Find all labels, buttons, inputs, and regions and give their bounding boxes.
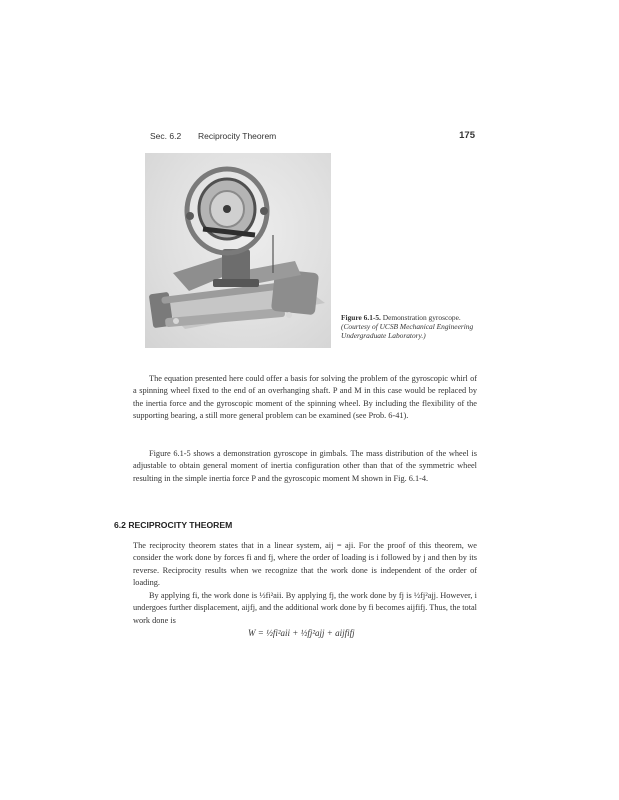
paragraph-text: The equation presented here could offer a basis for solving the problem of the gyroscopic whirl of a spinning wheel fixed to the end of an overhanging shaft. P and M in this case would be replaced by the inertia force and the gyroscopic moment of the spinning wheel. By including the flexibility of the supporting bearing, a still more general problem can be examined (see Prob. 6-41). — [133, 374, 477, 421]
paragraph-text: Figure 6.1-5 shows a demonstration gyroscope in gimbals. The mass distribution of the wheel is adjustable to obtain general moment of inertia configuration other than that of the symmetric wheel resulting in the simple inertia force P and the gyroscopic moment M shown in Fig. 6.1-4. — [133, 449, 477, 483]
running-head-title: Reciprocity Theorem — [198, 131, 277, 141]
running-head-section: Sec. 6.2 — [150, 131, 182, 141]
figure-credit: (Courtesy of UCSB Mechanical Engineering Undergraduate Laboratory.) — [341, 322, 474, 341]
paragraph-gyroscopic-whirl — [133, 373, 477, 423]
paragraph-text: By applying fi, the work done is ½fi²aii. By applying fj, the work done by fj is ½fj²ajj. However, i undergoes further displacement, aijfj, and the additional work done by fi becomes aijfifj. Thus, the total work done is — [133, 591, 477, 625]
paragraph-reciprocity-statement — [133, 540, 477, 590]
page-number: 175 — [459, 130, 475, 141]
paragraph-text: The reciprocity theorem states that in a linear system, aij = aji. For the proof of this theorem, we consider the work done by forces fi and fj, where the order of loading is i followed by j and then by its reverse. Reciprocity results when we recognize that the work done is independent of the order of loading. — [133, 541, 477, 588]
paragraph-demonstration-gyroscope — [133, 448, 477, 485]
gyroscope-illustration — [145, 153, 331, 348]
figure-caption — [341, 313, 479, 341]
section-heading: 6.2 RECIPROCITY THEOREM — [114, 520, 233, 530]
paragraph-work-done — [133, 590, 477, 627]
work-equation: W = ½fi²aii + ½fj²ajj + aijfifj — [248, 628, 355, 638]
figure-description: Demonstration gyroscope. — [382, 313, 461, 322]
gyroscope-photo — [145, 153, 331, 348]
figure-label: Figure 6.1-5. — [341, 313, 381, 322]
